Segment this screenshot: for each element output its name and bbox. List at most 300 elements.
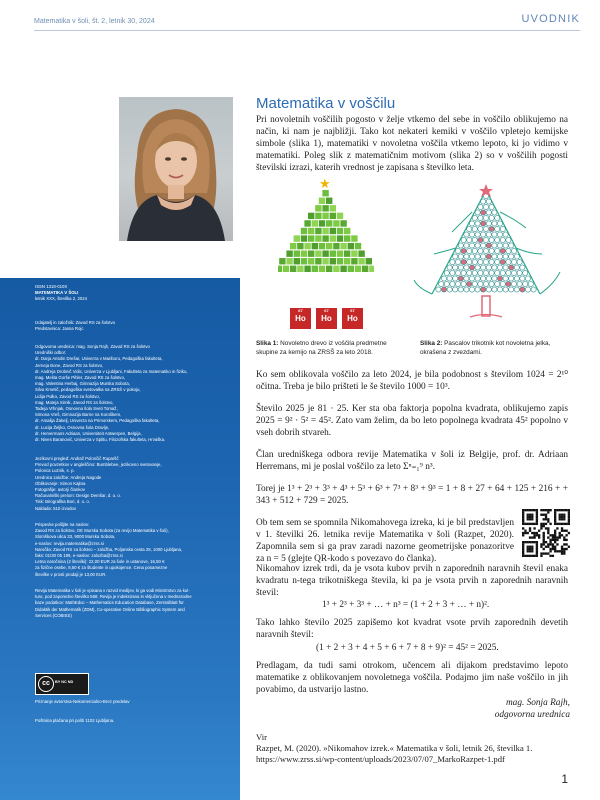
qr-module [547,552,549,554]
pascal-cell [453,287,458,292]
qr-module [561,523,563,525]
pascal-cell [509,287,514,292]
qr-module [552,539,554,541]
tree-tile [312,266,318,272]
tree-tile [337,250,343,256]
pascal-cell [475,232,480,237]
qr-module [545,518,547,520]
cc-license-badge [35,673,89,695]
qr-module [554,511,556,513]
tree-tile [369,266,374,272]
tree-tile [330,258,336,264]
license-text: Priznanje avtorstva-Nekomercialno-Brez predelav [35,699,130,704]
qr-module [559,516,561,518]
tree-tile [286,250,292,256]
board-member: dr. Amalija Žakelj, Univerza na Primorskem, Pedagoška fakulteta, [35,418,160,424]
qr-module [527,518,529,520]
tree-tile [308,250,314,256]
pascal-cell [461,248,466,253]
qr-code[interactable] [522,509,570,557]
production-line: Fotografije: avtorji člankov [35,487,85,493]
pascal-cell [475,276,480,281]
pascal-cell [464,287,469,292]
qr-module [536,555,538,557]
qr-module [563,509,565,511]
pascal-cell [469,276,474,281]
pascal-cell [492,243,497,248]
pascal-cell [486,287,491,292]
pascal-cell [495,226,500,231]
pascal-cell [500,270,505,275]
qr-module [536,511,538,513]
pascal-cell [472,259,477,264]
pascal-cell [500,281,505,286]
qr-module [522,543,524,545]
qr-module [549,550,551,552]
pascal-cell [492,265,497,270]
tree-tile [315,205,321,211]
qr-module [554,509,556,511]
board-title: Uredniški odbor: [35,350,67,356]
qr-module [529,514,531,516]
caption-text: Pascalov trikotnik kot novoletna jelka, okrašena z zvezdami. [420,340,551,356]
qr-module [563,552,565,554]
qr-module [536,548,538,550]
pascal-cell [481,265,486,270]
qr-module [529,527,531,529]
qr-module [561,534,563,536]
pascal-cell [441,276,446,281]
qr-module [554,520,556,522]
contact-line: e-naslov: revija.matematika@zrss.si [35,540,104,546]
pascal-cell [478,226,483,231]
tree-tile [315,213,321,219]
tree-tile [308,213,314,219]
qr-module [543,518,545,520]
qr-module [561,552,563,554]
pascal-cell [481,221,486,226]
pascal-cell [517,281,522,286]
tree-tile [304,266,310,272]
indexing-line: Services (COBISS) [35,612,72,618]
pascal-cell [483,226,488,231]
pascal-cell [503,287,508,292]
pascal-cell [439,281,444,286]
imprint-sidebar [0,278,240,800]
pascal-cell [520,276,525,281]
qr-module [552,536,554,538]
signature-role: odgovorna urednica [494,710,570,720]
author-photo [119,97,233,241]
tree-tile [351,235,357,241]
pascal-cell [514,265,519,270]
qr-module [540,555,542,557]
tree-tile [279,258,285,264]
qr-module [527,532,529,534]
qr-module [549,539,551,541]
indexing-line: Didaktik der Mathematik (ZDM), Co-operative Online Bibliographic System and [35,606,185,612]
board-member: dr. Nives Baranović, Univerza v Splitu, Filozofska fakulteta, Hrvaška. [35,437,166,443]
qr-module [522,514,524,516]
ho-tile-2 [316,308,337,329]
pascal-cell [478,204,483,209]
pascal-cell [478,215,483,220]
pascal-cell [481,243,486,248]
postage-text: Poštnina plačana pri pošti 1102 Ljubljana. [35,718,115,723]
qr-module [552,534,554,536]
qr-module [561,509,563,511]
qr-module [545,546,547,548]
ho-tile-3 [342,308,363,329]
qr-module [529,516,531,518]
pascal-cell [467,270,472,275]
article-title: Matematika v voščilu [256,95,396,112]
production-line: Oblikovanje: Simon Kajtna [35,480,86,486]
qr-module [522,523,524,525]
pascal-cell [495,248,500,253]
qr-module [559,536,561,538]
tree-tile [337,235,343,241]
pascal-cell [475,243,480,248]
pascal-cell [495,237,500,242]
contact-line: za fizične osebe, 8,50 € za študente in upokojence. Cena posamezne [35,565,168,571]
pascal-cell [447,287,452,292]
board-member: Tadeja Vrhnjak, Osnovna šola Sveti Tomaž, [35,406,118,412]
qr-module [563,539,565,541]
qr-module [547,543,549,545]
qr-module [568,516,570,518]
qr-module [540,546,542,548]
tree-tile [308,228,314,234]
qr-module [533,534,535,536]
paragraph-herremans: Član uredniškega odbora revije Matematika v šoli iz Belgije, prof. dr. Adriaan Herremans, mi je poslal voščilo za leto Σⁿ₌₁⁹ n³. [256,450,568,472]
paragraph-theorem: Nikomahov izrek trdi, da je vsota kubov prvih n zaporednih naravnih števil enaka kvadratu n-tega trikotniškega števila, ki pa je vsota prvih n zaporednih naravnih števil: [256,564,568,598]
tree-tile [326,243,332,249]
paragraph-2025-square: Tako lahko število 2025 zapišemo kot kvadrat vsote prvih zaporednih devetih naravnih števil: [256,618,568,640]
tree-tile [319,266,325,272]
qr-module [565,534,567,536]
tree-tile [322,213,328,219]
qr-module [522,518,524,520]
qr-module [543,509,545,511]
pascal-cell [489,281,494,286]
qr-module [531,514,533,516]
tree-tile [297,266,303,272]
tree-tile [322,228,328,234]
pascal-cell [469,232,474,237]
pascal-cell [483,281,488,286]
qr-module [543,523,545,525]
signature-name: mag. Sonja Rajh, [505,698,570,708]
qr-module [536,523,538,525]
qr-module [543,543,545,545]
pascal-cell [475,265,480,270]
contact-line: faks: 01/30 05 199, e-naslov: zalozba@zrss.si [35,553,123,559]
qr-module [561,514,563,516]
pascal-cell [492,276,497,281]
qr-module [554,534,556,536]
pascal-cell [464,265,469,270]
tree-tile [337,258,343,264]
pascal-cell [472,281,477,286]
contact-line: Letna naročnina (2 številki): 22,00 EUR za šole in ustanove, 16,50 € [35,559,165,565]
qr-module [527,548,529,550]
qr-module [568,546,570,548]
pascal-cell [478,270,483,275]
qr-module [563,548,565,550]
qr-module [565,548,567,550]
tree-tile [330,235,336,241]
editor-in-chief: Odgovorna urednica: mag. Sonja Rajh, Zavod RS za šolstvo [35,344,150,349]
tree-tile [315,258,321,264]
intro-paragraph: Pri novoletnih voščilih pogosto v želje vtkemo del sebe in voščilo oblikujemo na način, ki nam je najbližji. Tako kot nekateri kemiki v voščilo vpletejo kemijske simbole (slika 1), matematiki v novoletna voščila vtkemo lepoto, ki jo vidimo v matematiki. Poleg slik z matematičnim motivom (slika 2) so v voščilih pogosti številski izrazi, katerih vrednost je zapisana s številko leta. [256,115,568,173]
qr-module [547,536,549,538]
pascal-cell [497,287,502,292]
qr-module [563,550,565,552]
qr-module [545,523,547,525]
qr-module [536,546,538,548]
tree-tile [344,250,350,256]
pascal-cell [486,265,491,270]
qr-module [549,509,551,511]
board-member: Jerneja Bone, Zavod RS za šolstvo, [35,362,104,368]
qr-module [554,516,556,518]
indexing-line: turo, pod zaporedno številko 568. Revija je indeksirana in vključena v mednarodne [35,594,192,600]
qr-module [527,516,529,518]
pascal-cell [509,265,514,270]
tree-tile [337,213,343,219]
pascal-cell [511,259,516,264]
qr-module [522,527,524,529]
pascal-cell [511,270,516,275]
qr-module [524,541,526,543]
qr-module [561,518,563,520]
qr-module [529,550,531,552]
tree-tile [344,235,350,241]
caption-label: Slika 2: [420,340,443,347]
qr-module [568,532,570,534]
pascal-cell [481,287,486,292]
pascal-cell [467,226,472,231]
pascal-cell [481,210,486,215]
qr-module [559,534,561,536]
qr-module [552,548,554,550]
formula-2025: (1 + 2 + 3 + 4 + 5 + 6 + 7 + 8 + 9)² = 45² = 2025. [316,643,499,653]
tree-tile [308,235,314,241]
pascal-cell [483,270,488,275]
board-member: Lidija Pulko, Zavod RS za šolstvo, [35,393,100,399]
qr-module [536,509,538,511]
tree-tile [330,205,336,211]
board-member: dr. Hervermans Adriaan, Universiteit Antwerpen, Belgija, [35,430,142,436]
qr-module [549,555,551,557]
qr-module [533,536,535,538]
ho-number: 67 [324,308,329,313]
pascal-cell [455,270,460,275]
pascal-cell [469,254,474,259]
tree-tile [351,258,357,264]
qr-module [536,534,538,536]
tree-tile [315,250,321,256]
qr-module [556,523,558,525]
qr-module [533,527,535,529]
qr-module [524,509,526,511]
tree-tile [304,220,310,226]
pascal-cell [497,265,502,270]
board-member: dr. Lucija Željko, Osnovna šola Dravlje, [35,424,110,430]
tree-tile [294,235,300,241]
qr-module [536,532,538,534]
publisher-representative: Predstavnica: Jasna Rojc [35,326,84,332]
qr-module [547,511,549,513]
ho-tile-1 [290,308,311,329]
qr-module [554,550,556,552]
qr-module [545,541,547,543]
qr-module [533,555,535,557]
running-header: Matematika v šoli, št. 2, letnik 30, 2024 [34,18,155,25]
production-line: Naklada: 510 izvodov [35,505,77,511]
board-member: Silva Kmetič, pedagoška svetovalka na ZRSŠ v pokoju, [35,387,141,393]
pascal-cell [486,254,491,259]
tree-tile [290,243,296,249]
pascal-cell [520,287,525,292]
qr-module [524,532,526,534]
qr-module [540,525,542,527]
formula-nikomachus: 1³ + 2³ + 3³ + … + n³ = (1 + 2 + 3 + … + n)². [322,600,490,610]
qr-module [522,534,524,536]
qr-module [524,530,526,532]
qr-module [531,546,533,548]
qr-module [524,555,526,557]
tree-tile [294,258,300,264]
board-member: mag. Mateja Sirnik, Zavod RS za šolstvo, [35,399,114,405]
board-member: mag. Melita Gorše Pihler, Zavod RS za šolstvo, [35,375,126,381]
qr-module [540,552,542,554]
qr-module [529,518,531,520]
pascal-cell [486,221,491,226]
qr-module [556,527,558,529]
contact-line: Zavod RS za šolstvo, OE Murska Sobota (za revijo Matematika v šoli), [35,528,169,534]
qr-module [533,509,535,511]
paragraph-nikomachus: Ob tem sem se spomnila Nikomahovega izreka, ki je bil predstavljen v 1. številki 26. letnika revije Matematika v šoli (Razpet, 2020). Zapomnila sem si ga prav zaradi nazorne geometrijske ponazoritve za n = 5 (glejte QR-kodo s povezavo do članka). [256,518,514,564]
tree-tile [301,250,307,256]
pascal-cell [475,287,480,292]
qr-module [561,527,563,529]
pascal-cell [517,259,522,264]
pascal-cell [461,270,466,275]
indexing-line: Revija Matematika v šoli je vpisana v razvid medijev, ki ga vodi Ministrstvo za kul- [35,588,190,593]
figure-1-caption [256,340,406,357]
qr-module [568,523,570,525]
qr-module [568,511,570,513]
qr-module [547,546,549,548]
cc-icon: cc [38,676,54,692]
qr-module [529,530,531,532]
pascal-cell [447,276,452,281]
pascal-cell [492,254,497,259]
qr-module [531,532,533,534]
pascal-cell [472,215,477,220]
production-line: Polonca Luznik, s. p. [35,468,75,474]
pascal-cell [489,237,494,242]
qr-module [547,520,549,522]
qr-module [545,516,547,518]
tree-tile [322,258,328,264]
pascal-cell [506,281,511,286]
pascal-cell [458,265,463,270]
qr-module [529,523,531,525]
source-reference[interactable]: Razpet, M. (2020). »Nikomahov izrek.« Matematika v šoli, letnik 26, številka 1. https://www.zrss.si/wp-content/uploads/2023/07/07_MarkoRazpet-1.pdf [256,743,533,764]
tree-tile [312,243,318,249]
qr-module [531,541,533,543]
ho-symbol: Ho [321,314,332,323]
sidebar-journal: MATEMATIKA V ŠOLI [35,290,79,296]
qr-module [540,523,542,525]
qr-module [565,543,567,545]
tree-tile [304,243,310,249]
qr-module [529,541,531,543]
pascal-cell [464,254,469,259]
pascal-cell [492,210,497,215]
qr-module [538,530,540,532]
qr-module [527,555,529,557]
qr-module [531,550,533,552]
pascal-cell [486,243,491,248]
pascal-cell [475,254,480,259]
pascal-cell [495,281,500,286]
qr-module [554,532,556,534]
qr-module [527,550,529,552]
pascal-cell [495,215,500,220]
qr-module [568,514,570,516]
pascal-cell [489,226,494,231]
qr-module [522,532,524,534]
production-line: Tisk: Birografika Bori, d. o. o. [35,499,91,505]
tree-tile [330,213,336,219]
qr-module [540,527,542,529]
qr-module [554,546,556,548]
qr-module [561,530,563,532]
qr-module [545,509,547,511]
pascal-cell [506,259,511,264]
qr-module [561,516,563,518]
qr-module [538,536,540,538]
production-line: Urednica založbe: Andreja Nagode [35,474,102,480]
qr-module [554,541,556,543]
pascal-cell [455,281,460,286]
qr-module [522,546,524,548]
qr-module [522,552,524,554]
pascal-cell [453,265,458,270]
qr-module [565,539,567,541]
qr-module [543,534,545,536]
qr-module [536,518,538,520]
qr-module [529,509,531,511]
tree-tile [344,258,350,264]
qr-module [559,509,561,511]
qr-module [543,552,545,554]
pascal-cell [517,270,522,275]
pascal-cell [497,221,502,226]
pascal-cell [447,265,452,270]
pascal-cell [458,276,463,281]
pascal-cell [486,199,491,204]
tree-tile [322,205,328,211]
qr-module [522,509,524,511]
ho-number: 67 [350,308,355,313]
qr-module [522,548,524,550]
qr-module [531,518,533,520]
